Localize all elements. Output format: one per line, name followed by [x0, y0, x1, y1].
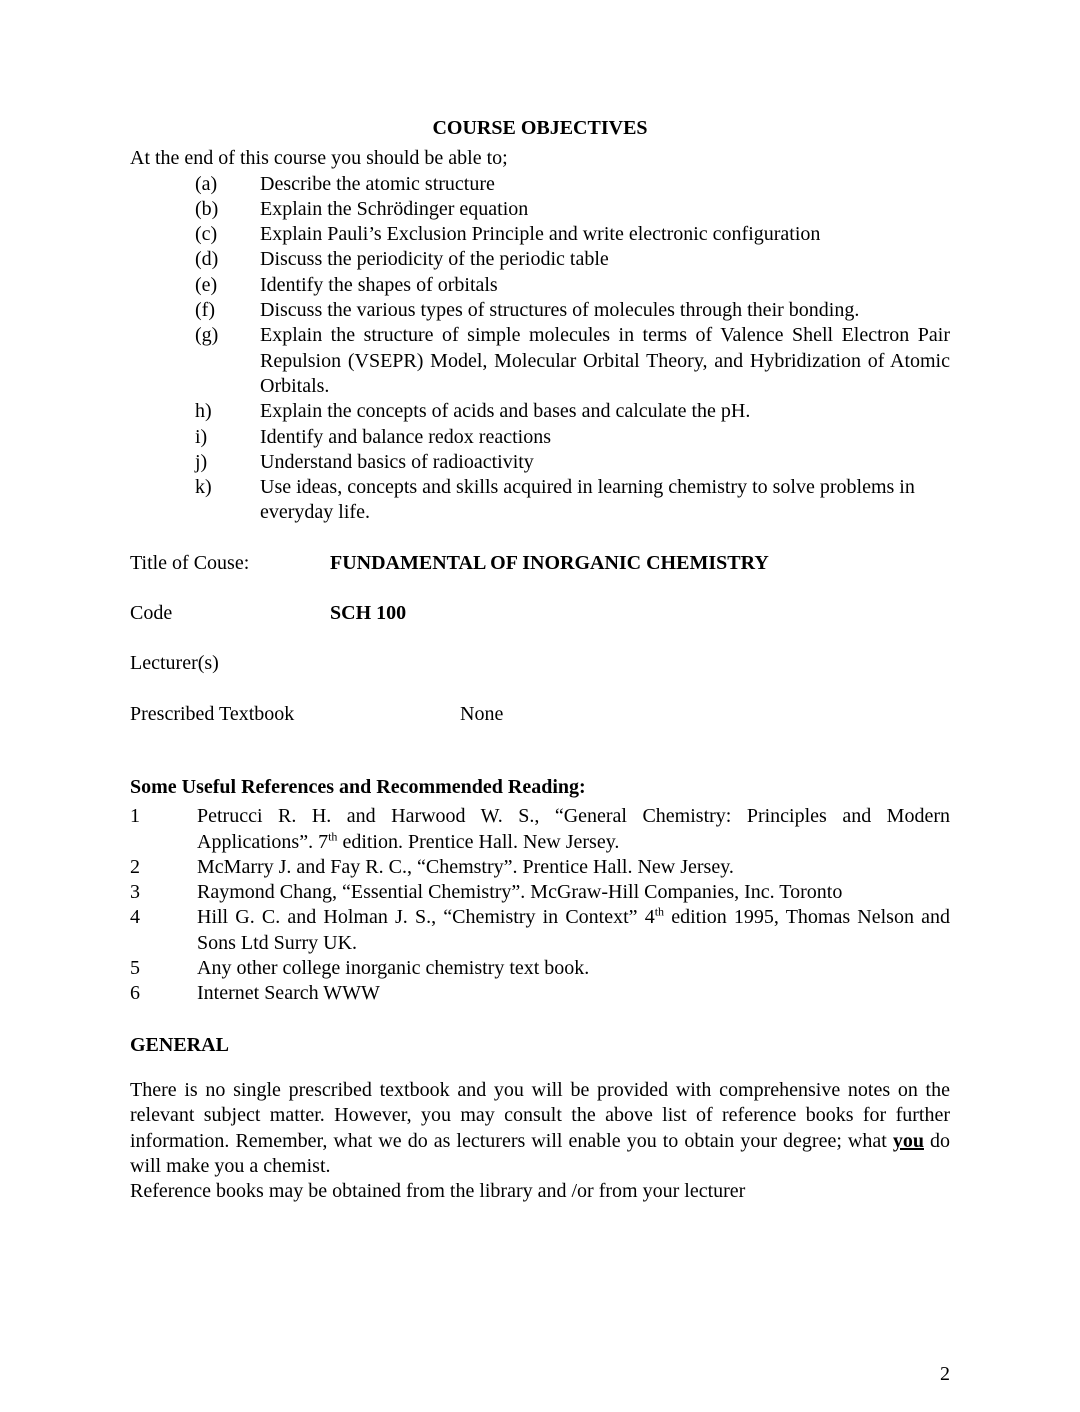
reference-text: Raymond Chang, “Essential Chemistry”. McGraw-Hill Companies, Inc. Toronto — [197, 881, 843, 904]
page-number: 2 — [940, 1363, 950, 1385]
reference-superscript: th — [328, 828, 338, 843]
objectives-list — [130, 172, 950, 526]
objective-item — [195, 450, 950, 475]
objective-item — [195, 222, 950, 247]
reference-item — [130, 905, 950, 956]
course-code-label: Code — [130, 602, 173, 625]
objective-text: Explain the Schrödinger equation — [260, 197, 529, 220]
objective-text: Describe the atomic structure — [260, 172, 495, 195]
reference-number: 5 — [130, 957, 140, 980]
course-title-label: Title of Couse: — [130, 551, 250, 574]
reference-item — [130, 956, 950, 981]
general-emphasis: you — [892, 1129, 924, 1152]
objective-text: Explain Pauli’s Exclusion Principle and write electronic configuration — [260, 223, 821, 246]
objective-item — [195, 425, 950, 450]
general-text-part: There is no single prescribed textbook and you will be provided with comprehensive notes on the relevant subject matter. However, you may consult the above list of reference books for further information. Remember, what we do as lecturers will enable you to obtain your degree; what — [130, 1078, 950, 1152]
objective-text: Identify the shapes of orbitals — [260, 273, 498, 296]
reference-item — [130, 855, 950, 880]
reference-item — [130, 880, 950, 905]
intro-text: At the end of this course you should be able to; — [130, 147, 508, 170]
objective-text: Explain the concepts of acids and bases and calculate the pH. — [260, 400, 751, 423]
course-info — [130, 551, 950, 727]
general-last-line: Reference books may be obtained from the library and /or from your lecturer — [130, 1180, 746, 1203]
objective-label: h) — [195, 400, 212, 423]
reference-text: McMarry J. and Fay R. C., “Chemstry”. Prentice Hall. New Jersey. — [197, 855, 734, 878]
general-text-part: do will make you a chemist. — [130, 1129, 951, 1177]
reference-number: 1 — [130, 805, 140, 828]
lecturers-row — [130, 651, 950, 676]
objective-label: j) — [195, 450, 208, 473]
reference-text-part: edition. Prentice Hall. New Jersey. — [337, 830, 620, 853]
lecturers-label: Lecturer(s) — [130, 652, 219, 675]
general-heading: GENERAL — [130, 1033, 229, 1056]
references-list — [130, 804, 950, 1006]
objective-text: Explain the structure of simple molecules in terms of Valence Shell Electron Pair Repulsion (VSEPR) Model, Molecular Orbital Theory, and Hybridization of Atomic Orbitals. — [260, 324, 950, 397]
reference-text — [197, 905, 950, 956]
reference-item — [130, 804, 950, 855]
objective-label: (d) — [195, 248, 219, 271]
reference-number: 2 — [130, 855, 140, 878]
objective-item — [195, 475, 950, 526]
objective-item — [195, 247, 950, 272]
course-title-value: FUNDAMENTAL OF INORGANIC CHEMISTRY — [330, 551, 769, 574]
objective-text: Use ideas, concepts and skills acquired in learning chemistry to solve problems in everyday life. — [260, 476, 915, 524]
page-title: COURSE OBJECTIVES — [432, 117, 648, 139]
reference-superscript: th — [654, 904, 665, 919]
objective-item — [195, 323, 950, 399]
objective-item — [195, 197, 950, 222]
reference-text-part: edition 1995, Thomas Nelson and Sons Ltd Surry UK. — [197, 906, 951, 954]
objective-item — [195, 399, 950, 424]
objective-text: Discuss the periodicity of the periodic table — [260, 248, 609, 271]
objective-label: (a) — [195, 172, 218, 195]
textbook-row — [130, 702, 950, 727]
reference-text: Any other college inorganic chemistry text book. — [197, 957, 590, 980]
textbook-label: Prescribed Textbook — [130, 702, 295, 725]
course-code-value: SCH 100 — [330, 602, 407, 625]
objective-label: i) — [195, 425, 208, 448]
objective-label: (e) — [195, 273, 218, 296]
objective-item — [195, 298, 950, 323]
course-code-row — [130, 601, 950, 626]
reference-number: 6 — [130, 982, 140, 1005]
reference-text-part: Petrucci R. H. and Harwood W. S., “General Chemistry: Principles and Modern Applications”. 7 — [197, 805, 950, 853]
textbook-value: None — [460, 702, 504, 725]
objective-text: Discuss the various types of structures of molecules through their bonding. — [260, 299, 860, 322]
reference-text — [197, 804, 950, 855]
reference-text-part: Hill G. C. and Holman J. S., “Chemistry in Context” 4 — [197, 906, 655, 929]
objective-label: (b) — [195, 197, 219, 220]
objective-text: Identify and balance redox reactions — [260, 425, 551, 448]
objective-label: (g) — [195, 324, 219, 347]
reference-number: 4 — [130, 906, 140, 929]
reference-number: 3 — [130, 881, 140, 904]
objective-label: (c) — [195, 223, 218, 246]
objective-text: Understand basics of radioactivity — [260, 450, 534, 473]
references-heading: Some Useful References and Recommended Reading: — [130, 775, 586, 798]
objective-label: k) — [195, 476, 212, 499]
objective-item — [195, 172, 950, 197]
course-title-row — [130, 551, 950, 576]
objective-label: (f) — [195, 299, 215, 322]
objective-item — [195, 273, 950, 298]
reference-item — [130, 981, 950, 1006]
general-paragraph — [130, 1078, 950, 1179]
reference-text: Internet Search WWW — [197, 982, 380, 1005]
